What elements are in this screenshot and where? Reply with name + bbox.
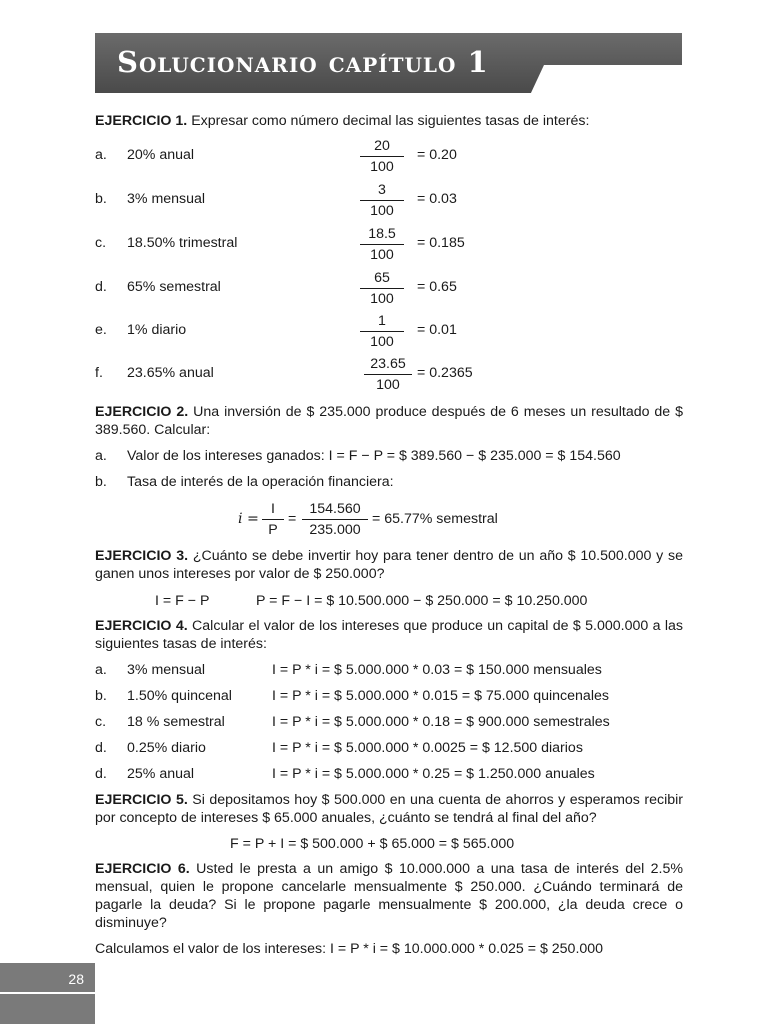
item-label: 1.50% quincenal [127,688,232,704]
item-result: = 0.2365 [417,365,473,381]
item-letter: b. [95,688,107,704]
exercise-2-statement [95,403,683,439]
item-letter: a. [95,448,107,464]
formula: P = F − I = $ 10.500.000 − $ 250.000 = $ 10.250.000 [256,593,588,609]
exercise-5-text: Si depositamos hoy $ 500.000 en una cuenta de ahorros y esperamos recibir por concepto de intereses $ 65.000 anuales, ¿cuánto se tendrá al final del año? [95,792,684,826]
item-letter: e. [95,322,107,338]
formula-equals: = [288,511,297,527]
item-result: = 0.01 [417,322,457,338]
item-letter: d. [95,740,107,756]
item-formula: I = P * i = $ 5.000.000 * 0.015 = $ 75.000 quincenales [272,688,609,704]
fraction-denominator: 100 [370,159,394,175]
item-formula: I = P * i = $ 5.000.000 * 0.03 = $ 150.000 mensuales [272,662,602,678]
item-label: 18.50% trimestral [127,235,238,251]
fraction-numerator: 3 [360,181,404,201]
fraction [360,312,404,351]
page-number: 28 [68,971,84,987]
exercise-6-text: Usted le presta a un amigo $ 10.000.000 a una tasa de interés del 2.5% mensual, quien le propone cancelarle mensualmente $ 250.000. ¿Cuándo terminará de pagarle la deuda? Si le propone pagarle mensualmente $ 200.000, ¿la deuda crece o disminuye? [95,861,684,931]
fraction-numerator: 154.560 [302,500,368,520]
fraction [262,500,284,539]
fraction [302,500,368,539]
fraction-denominator: 235.000 [309,522,361,538]
fraction-numerator: 20 [360,137,404,157]
fraction-denominator: P [268,522,278,538]
fraction-numerator: I [262,500,284,520]
fraction [360,137,404,176]
formula: F = P + I = $ 500.000 + $ 65.000 = $ 565.000 [230,836,515,852]
page-number-tab [0,963,95,1024]
formula-rhs: = 65.77% semestral [372,511,498,527]
fraction-numerator: 1 [360,312,404,332]
fraction-numerator: 65 [360,269,404,289]
fraction-numerator: 18.5 [360,225,404,245]
item-letter: b. [95,191,107,207]
item-label: 65% semestral [127,279,221,295]
page-tab-divider [0,992,95,994]
exercise-6-calculation: Calculamos el valor de los intereses: I = P * i = $ 10.000.000 * 0.025 = $ 250.000 [95,941,604,957]
item-label: 0.25% diario [127,740,206,756]
item-letter: c. [95,714,107,730]
fraction-denominator: 100 [370,203,394,219]
item-result: = 0.03 [417,191,457,207]
exercise-2-heading: EJERCICIO 2. [95,404,189,420]
banner-corner-cut [530,65,704,95]
item-formula: I = P * i = $ 5.000.000 * 0.18 = $ 900.000 semestrales [272,714,610,730]
exercise-6-heading: EJERCICIO 6. [95,861,190,877]
exercise-1-heading: EJERCICIO 1. [95,113,188,129]
item-result: = 0.185 [417,235,465,251]
item-letter: f. [95,365,103,381]
fraction [360,181,404,220]
item-label: 3% mensual [127,191,206,207]
item-formula: I = P * i = $ 5.000.000 * 0.25 = $ 1.250.000 anuales [272,766,595,782]
item-result: = 0.65 [417,279,457,295]
item-letter: d. [95,279,107,295]
item-formula: I = P * i = $ 5.000.000 * 0.0025 = $ 12.500 diarios [272,740,583,756]
item-label: 20% anual [127,147,195,163]
exercise-5-heading: EJERCICIO 5. [95,792,188,808]
exercise-1-statement [95,112,589,130]
exercise-1-text: Expresar como número decimal las siguientes tasas de interés: [187,113,590,129]
item-label: 1% diario [127,322,187,338]
fraction [364,355,412,394]
fraction-denominator: 100 [376,377,400,393]
exercise-4-statement [95,617,683,653]
fraction-denominator: 100 [370,247,394,263]
chapter-title: Solucionario capítulo 1 [117,45,489,79]
exercise-4-heading: EJERCICIO 4. [95,618,188,634]
item-label: 23.65% anual [127,365,214,381]
item-label: 25% anual [127,766,195,782]
item-letter: d. [95,766,107,782]
fraction [360,269,404,308]
exercise-3-text: ¿Cuánto se debe invertir hoy para tener dentro de un año $ 10.500.000 y se ganen unos intereses por valor de $ 250.000? [95,548,683,582]
exercise-2-part-b: Tasa de interés de la operación financiera: [127,474,394,490]
item-letter: c. [95,235,107,251]
exercise-2-part-a: Valor de los intereses ganados: I = F − P = $ 389.560 − $ 235.000 = $ 154.560 [127,448,621,464]
item-result: = 0.20 [417,147,457,163]
exercise-2-text: Una inversión de $ 235.000 produce después de 6 meses un resultado de $ 389.560. Calcular: [95,404,683,438]
formula: I = F − P [155,593,210,609]
item-letter: b. [95,474,107,490]
fraction-numerator: 23.65 [364,355,412,375]
exercise-6-statement [95,860,683,932]
exercise-3-statement [95,547,683,583]
item-letter: a. [95,147,107,163]
formula-lhs: i = [238,511,259,527]
item-label: 18 % semestral [127,714,225,730]
fraction-denominator: 100 [370,334,394,350]
exercise-4-text: Calcular el valor de los intereses que produce un capital de $ 5.000.000 a las siguientes tasas de interés: [95,618,683,652]
exercise-5-statement [95,791,683,827]
item-letter: a. [95,662,107,678]
exercise-3-heading: EJERCICIO 3. [95,548,189,564]
fraction [360,225,404,264]
fraction-denominator: 100 [370,291,394,307]
item-label: 3% mensual [127,662,206,678]
